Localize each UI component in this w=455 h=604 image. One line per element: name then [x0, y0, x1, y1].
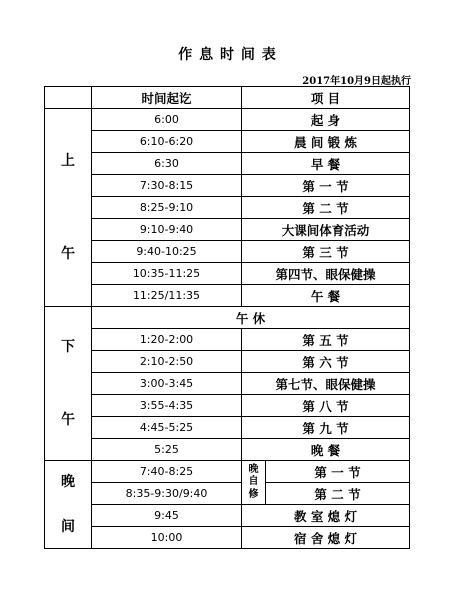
- table-row: [45, 175, 410, 197]
- item-cell: 第 二 节: [266, 483, 410, 505]
- item-cell: 第 五 节: [242, 329, 410, 351]
- noon-break-row: 午 休: [92, 307, 410, 329]
- item-cell: 宿 舍 熄 灯: [242, 527, 410, 549]
- time-cell: 3:00-3:45: [92, 373, 242, 395]
- time-cell: 11:25/11:35: [92, 285, 242, 307]
- item-cell: 午 餐: [242, 285, 410, 307]
- table-row: [45, 461, 410, 483]
- item-cell: 大课间体育活动: [242, 219, 410, 241]
- period-morning: 上 午: [45, 109, 92, 307]
- item-cell: 第 一 节: [266, 461, 410, 483]
- table-row: [45, 109, 410, 131]
- header-blank: [45, 87, 92, 109]
- time-cell: 2:10-2:50: [92, 351, 242, 373]
- table-row: [45, 307, 410, 329]
- table-row: [45, 197, 410, 219]
- time-cell: 10:35-11:25: [92, 263, 242, 285]
- table-row: [45, 527, 410, 549]
- schedule-table: [44, 86, 410, 549]
- evening-self-study-label: 晚 自 修: [242, 461, 266, 505]
- item-cell: 第 二 节: [242, 197, 410, 219]
- table-row: [45, 439, 410, 461]
- time-cell: 3:55-4:35: [92, 395, 242, 417]
- table-row: [45, 241, 410, 263]
- item-cell: 起 身: [242, 109, 410, 131]
- item-cell: 第四节、眼保健操: [242, 263, 410, 285]
- time-cell: 8:35-9:30/9:40: [92, 483, 242, 505]
- item-cell: 教 室 熄 灯: [242, 505, 410, 527]
- table-row: [45, 263, 410, 285]
- period-evening: 晚 间: [45, 461, 92, 549]
- item-cell: 晚 餐: [242, 439, 410, 461]
- item-cell: 第 九 节: [242, 417, 410, 439]
- period-afternoon: 下 午: [45, 307, 92, 461]
- time-cell: 9:45: [92, 505, 242, 527]
- item-cell: 第七节、眼保健操: [242, 373, 410, 395]
- table-row: [45, 505, 410, 527]
- time-cell: 10:00: [92, 527, 242, 549]
- time-cell: 8:25-9:10: [92, 197, 242, 219]
- table-row: [45, 329, 410, 351]
- table-row: [45, 483, 410, 505]
- table-row: [45, 417, 410, 439]
- time-cell: 6:00: [92, 109, 242, 131]
- table-row: [45, 131, 410, 153]
- effective-date: 2017年10月9日起执行: [302, 76, 411, 87]
- item-cell: 第 八 节: [242, 395, 410, 417]
- table-row: [45, 153, 410, 175]
- time-cell: 7:40-8:25: [92, 461, 242, 483]
- table-row: [45, 395, 410, 417]
- item-cell: 早 餐: [242, 153, 410, 175]
- table-row: [45, 285, 410, 307]
- item-cell: 第 三 节: [242, 241, 410, 263]
- time-cell: 1:20-2:00: [92, 329, 242, 351]
- header-item: 项 目: [242, 87, 410, 109]
- table-row: [45, 219, 410, 241]
- table-row: [45, 351, 410, 373]
- page-title: 作 息 时 间 表: [178, 47, 277, 63]
- item-cell: 第 六 节: [242, 351, 410, 373]
- item-cell: 晨 间 锻 炼: [242, 131, 410, 153]
- time-cell: 7:30-8:15: [92, 175, 242, 197]
- time-cell: 5:25: [92, 439, 242, 461]
- time-cell: 6:10-6:20: [92, 131, 242, 153]
- time-cell: 9:40-10:25: [92, 241, 242, 263]
- time-cell: 4:45-5:25: [92, 417, 242, 439]
- time-cell: 9:10-9:40: [92, 219, 242, 241]
- header-row: [45, 87, 410, 109]
- time-cell: 6:30: [92, 153, 242, 175]
- item-cell: 第 一 节: [242, 175, 410, 197]
- header-time: 时间起讫: [92, 87, 242, 109]
- table-row: [45, 373, 410, 395]
